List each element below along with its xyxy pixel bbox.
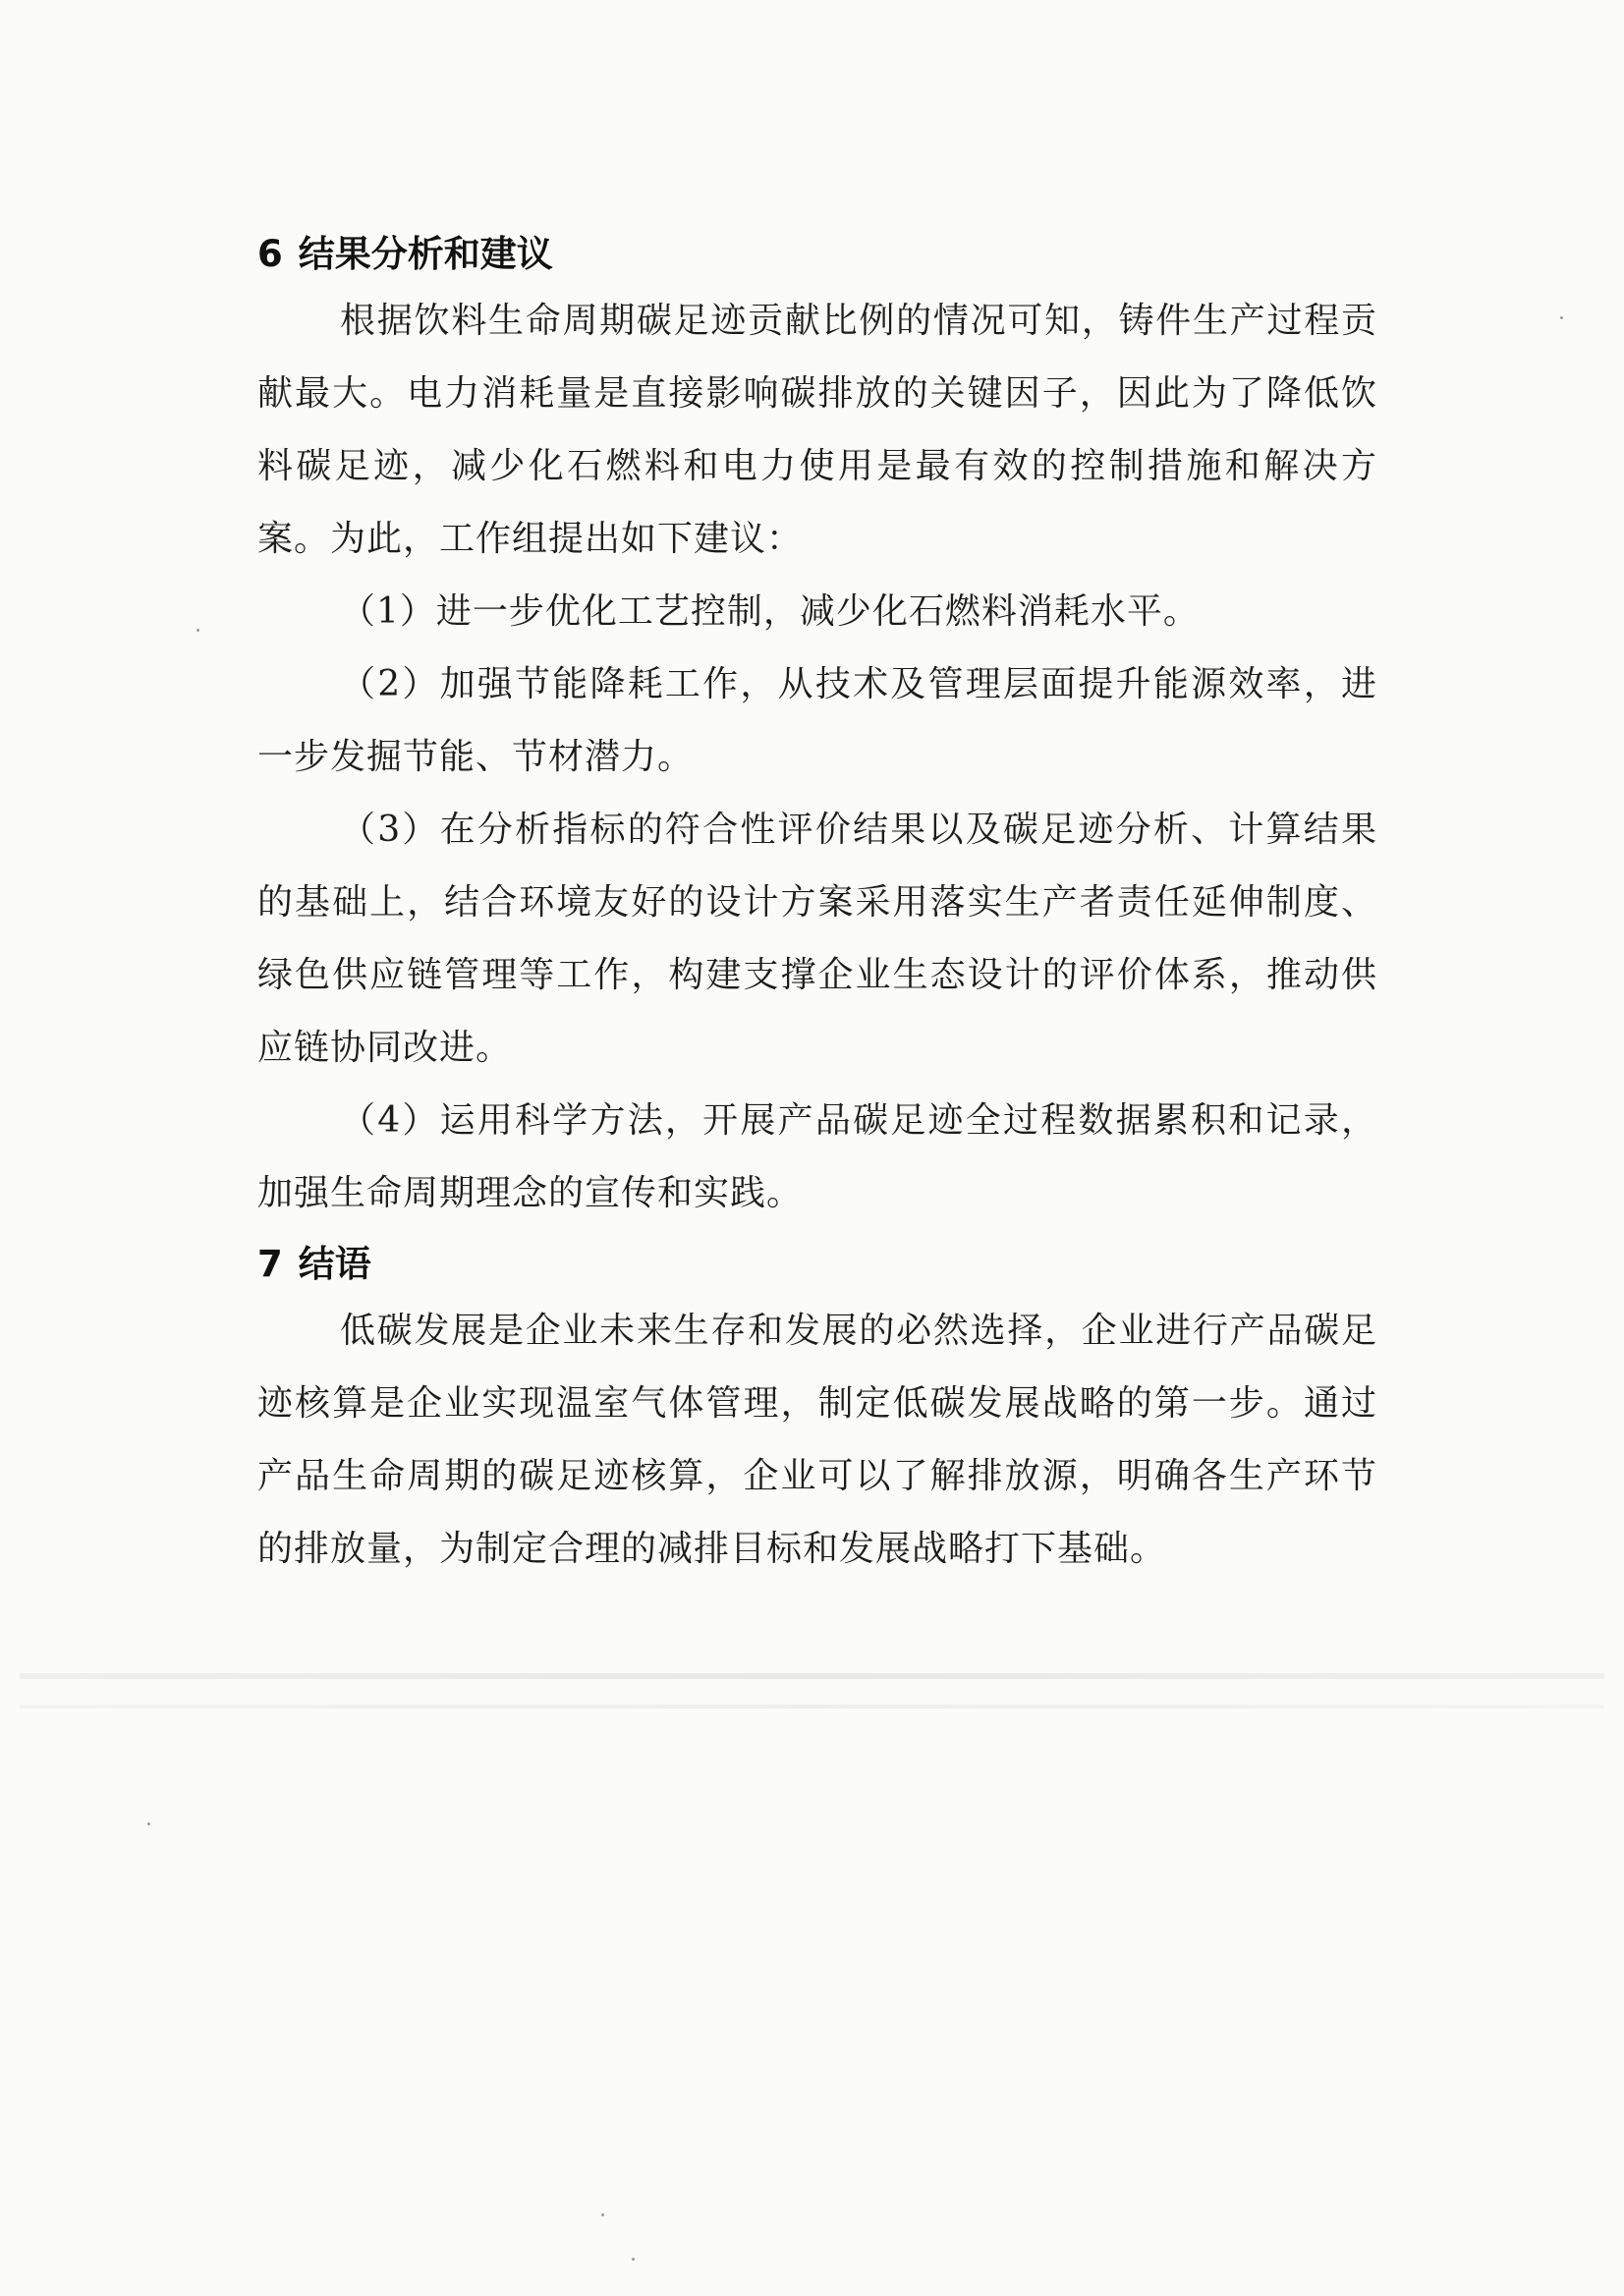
section-7-paragraph: 低碳发展是企业未来生存和发展的必然选择，企业进行产品碳足迹核算是企业实现温室气体管理，制定低碳发展战略的第一步。通过产品生命周期的碳足迹核算，企业可以了解排放源，明确各生产环节的排放量，为制定合理的减排目标和发展战略打下基础。 — [257, 1311, 1377, 1569]
section-6-title: 结果分析和建议 — [298, 233, 553, 275]
section-6-number: 6 — [257, 233, 283, 275]
scan-speck — [601, 2213, 604, 2216]
scan-speck — [632, 2258, 635, 2261]
section-spacer — [257, 1230, 1377, 1238]
section-6-recommendation-2: （2）加强节能降耗工作，从技术及管理层面提升能源效率，进一步发掘节能、节材潜力。 — [257, 664, 1377, 777]
section-6-recommendation-3: （3）在分析指标的符合性评价结果以及碳足迹分析、计算结果的基础上，结合环境友好的设计方案采用落实生产者责任延伸制度、绿色供应链管理等工作，构建支撑企业生态设计的评价体系，推动供应链协同改进。 — [257, 810, 1377, 1068]
document-body — [257, 228, 1377, 1586]
section-6-recommendation-4: （4）运用科学方法，开展产品碳足迹全过程数据累积和记录，加强生命周期理念的宣传和实践。 — [257, 1100, 1377, 1213]
section-6-paragraph-intro: 根据饮料生命周期碳足迹贡献比例的情况可知，铸件生产过程贡献最大。电力消耗量是直接影响碳排放的关键因子，因此为了降低饮料碳足迹，减少化石燃料和电力使用是最有效的控制措施和解决方案。为此，工作组提出如下建议： — [257, 301, 1377, 559]
scan-speck — [1560, 316, 1563, 319]
section-7-title: 结语 — [298, 1243, 371, 1285]
scan-band-artifact — [20, 1673, 1604, 1679]
scan-speck — [196, 629, 199, 632]
section-6-recommendation-1: （1）进一步优化工艺控制，减少化石燃料消耗水平。 — [340, 591, 1200, 632]
section-6-heading — [257, 228, 1377, 281]
scan-band-artifact-secondary — [20, 1705, 1604, 1708]
section-7-number: 7 — [257, 1243, 283, 1285]
scan-speck — [147, 1822, 150, 1825]
section-7-heading — [257, 1238, 1377, 1291]
